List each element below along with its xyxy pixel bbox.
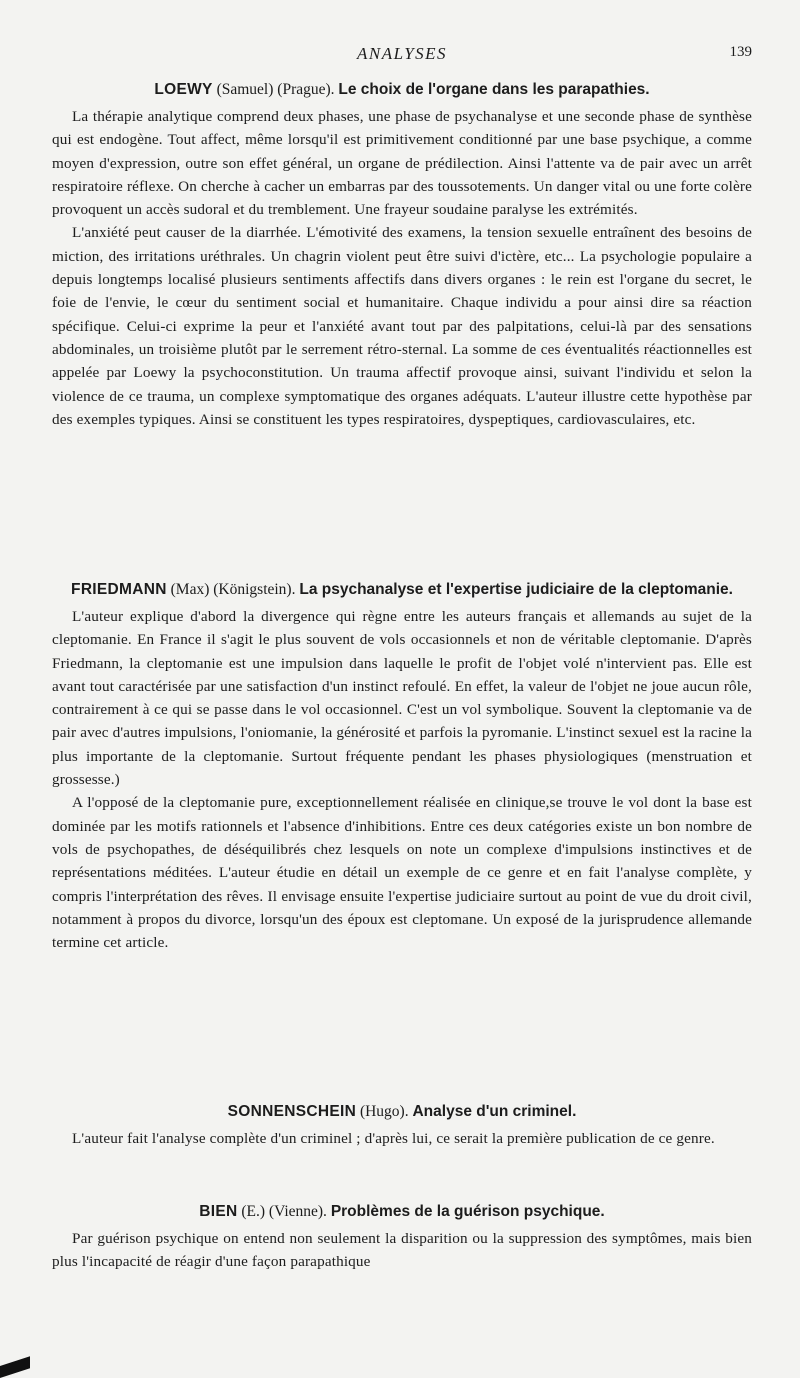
review-paragraph: Par guérison psychique on entend non seulement la disparition ou la suppression des symptômes, mais bien plus l'incapacité de réagir d'une façon parapathique: [52, 1230, 752, 1271]
review-title: La psychanalyse et l'expertise judiciaire de la cleptomanie.: [299, 581, 733, 598]
review-paragraph: La thérapie analytique comprend deux phases, une phase de psychanalyse et une seconde phase de synthèse qui est endogène. Tout affect, même lorsqu'il est primitivement conditionné par une base psychique, a comme moyen d'expression, outre son effet général, un organe de prédilection. Ainsi l'attente va de pair avec un arrêt respiratoire réflexe. On cherche à cacher un embarras par des toussotements. Un danger vital ou une forte colère provoquent un accès sudoral et du tremblement. Une frayeur soudaine paralyse les extrémités.: [52, 108, 752, 219]
review-loewy: [52, 78, 752, 431]
review-title: Problèmes de la guérison psychique.: [330, 1203, 605, 1220]
page-number: 139: [729, 44, 752, 60]
author-place: (Vienne).: [268, 1203, 327, 1220]
author-firstname: (E.): [241, 1203, 266, 1220]
scan-edge-mark: [0, 1356, 30, 1378]
review-bien: [52, 1200, 752, 1274]
review-friedmann: [52, 578, 752, 954]
running-title: ANALYSES: [356, 44, 448, 63]
author-name: SONNENSCHEIN: [227, 1103, 357, 1120]
review-heading: [52, 1200, 752, 1223]
author-name: FRIEDMANN: [71, 581, 167, 598]
author-name: BIEN: [199, 1203, 238, 1220]
review-title: Le choix de l'organe dans les parapathies.: [338, 81, 650, 98]
author-firstname: (Max): [170, 581, 210, 598]
author-firstname: (Samuel): [216, 81, 274, 98]
review-paragraph: L'auteur fait l'analyse complète d'un criminel ; d'après lui, ce serait la première publication de ce genre.: [72, 1130, 715, 1147]
review-heading: [52, 1100, 752, 1123]
review-heading: [52, 578, 752, 601]
author-firstname: (Hugo).: [359, 1103, 409, 1120]
review-sonnenschein: [52, 1100, 752, 1150]
review-title: Analyse d'un criminel.: [412, 1103, 577, 1120]
review-heading: [52, 78, 752, 101]
author-place: (Königstein).: [213, 581, 296, 598]
review-paragraph: L'anxiété peut causer de la diarrhée. L'émotivité des examens, la tension sexuelle entraînent des besoins de miction, des irritations uréthrales. Un chagrin violent peut être suivi d'ictère, etc... La psychologie populaire a depuis longtemps localisé plusieurs sentiments affectifs dans divers organes : le rein est l'organe du secret, le foie de l'envie, le cœur du sentiment social et humanitaire. Chaque individu a pour ainsi dire sa réaction spécifique. Celui-ci exprime la peur et l'anxiété avant tout par des palpitations, celui-là par des sensations abdominales, un troisième plutôt par le serrement rétro-sternal. La somme de ces éventualités réactionnelles est appelée par Loewy la psychoconstitution. Un trauma affectif provoque ainsi, suivant l'individu et selon la violence de ce trauma, un complexe symptomatique des organes adéquats. L'auteur illustre cette hypothèse par des exemples typiques. Ainsi se constituent les types respiratoires, dyspeptiques, cardiovasculaires, etc.: [52, 224, 752, 428]
author-place: (Prague).: [277, 81, 335, 98]
running-head: [52, 44, 752, 66]
review-paragraph: L'auteur explique d'abord la divergence qui règne entre les auteurs français et allemands au sujet de la cleptomanie. En France il s'agit le plus souvent de vols occasionnels et non de véritable cleptomanie. D'après Friedmann, la cleptomanie est une impulsion dans laquelle le profit de l'objet volé n'intervient pas. Elle est avant tout caractérisée par une satisfaction d'un instinct refoulé. En effet, la valeur de l'objet ne joue aucun rôle, contrairement à ce qui se passe dans le vol occasionnel. C'est un vol symbolique. Souvent la cleptomanie va de pair avec d'autres impulsions, l'oniomanie, la générosité et parfois la pyromanie. L'instinct sexuel est la racine la plus importante de la cleptomanie. Surtout fréquente pendant les phases physiologiques (menstruation et grossesse.): [52, 608, 752, 789]
author-name: LOEWY: [154, 81, 213, 98]
review-paragraph: A l'opposé de la cleptomanie pure, exceptionnellement réalisée en clinique,se trouve le vol dont la base est dominée par les motifs rationnels et l'absence d'inhibitions. Entre ces deux catégories existe un bon nombre de vols de psychopathes, de déséquilibrés chez lesquels on note un complexe d'impulsions instinctives et de représentations méditées. L'auteur étudie en détail un exemple de ce genre et en fait l'analyse complète, y compris l'interprétation des rêves. Il envisage ensuite l'expertise judiciaire surtout au point de vue du droit civil, notamment à propos du divorce, lorsqu'un des époux est cleptomane. Un exposé de la jurisprudence allemande termine cet article.: [52, 794, 752, 952]
